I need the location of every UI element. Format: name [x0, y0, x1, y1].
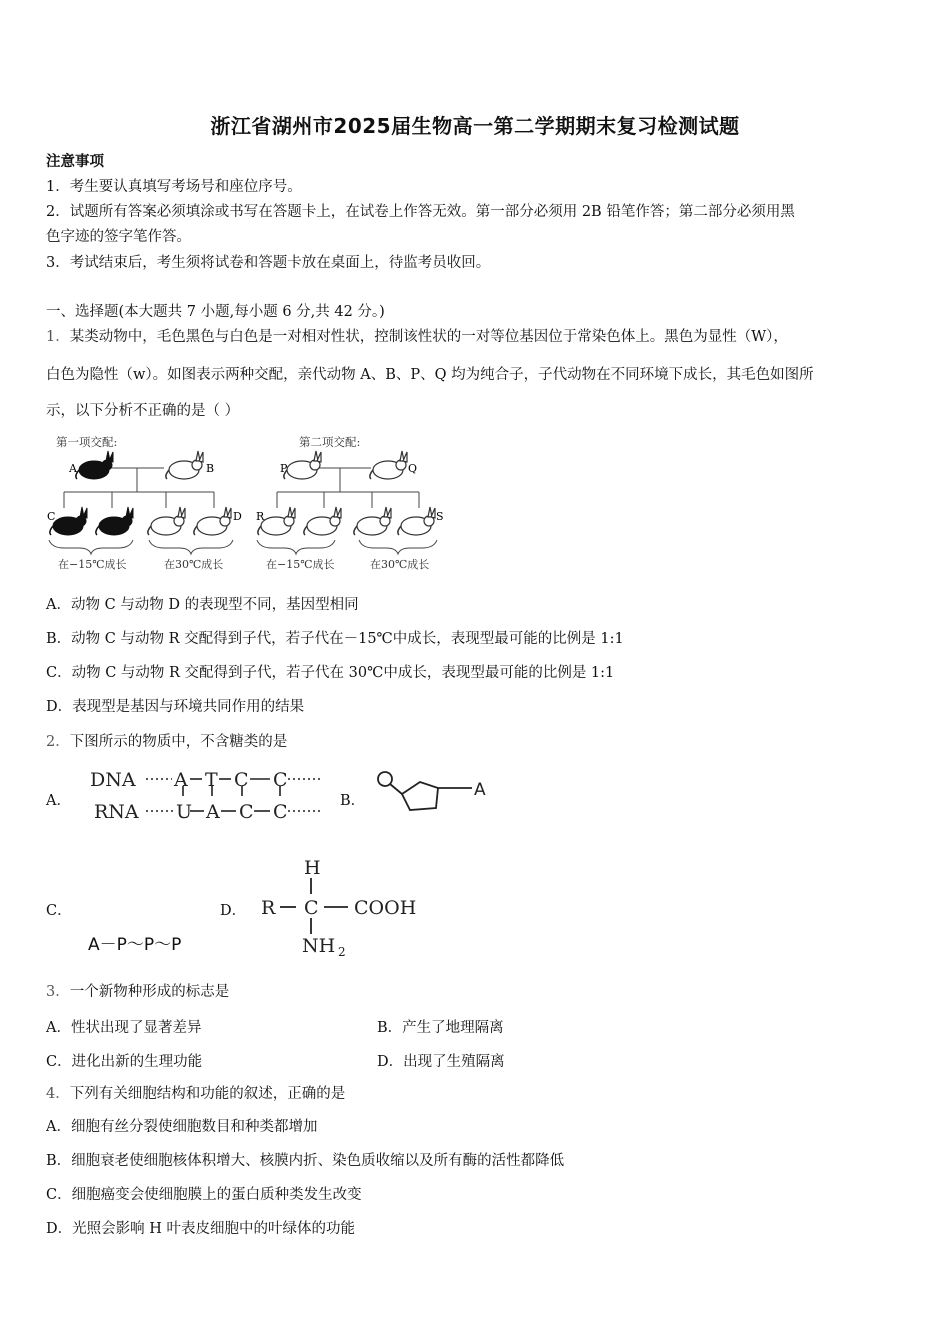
q2-number: 2．	[46, 734, 70, 750]
offspring-s-white	[398, 507, 435, 535]
label-p: P	[280, 462, 288, 475]
rna-base-4: C	[273, 801, 288, 823]
animal-b-white	[166, 451, 203, 479]
notice-item-1: 1．考生要认真填写考场号和座位序号。	[46, 179, 302, 195]
q4-option-d: D．光照会影响 H 叶表皮细胞中的叶绿体的功能	[46, 1221, 355, 1237]
q2-label-c: C．	[46, 903, 72, 919]
dna-base-4: C	[273, 769, 288, 791]
rna-base-1: U	[176, 801, 193, 823]
aa-h: H	[304, 857, 321, 879]
offspring-c-black	[50, 507, 87, 535]
q2-stem: 下图所示的物质中，不含糖类的是	[69, 734, 288, 750]
label-q: Q	[408, 462, 418, 475]
cond-warm-1: 在30℃成长	[164, 558, 224, 571]
cond-cold-2: 在−15℃成长	[266, 558, 335, 571]
q2-line	[46, 732, 287, 752]
cross2-title: 第二项交配:	[299, 435, 361, 449]
q1-option-d: D．表现型是基因与环境共同作用的结果	[46, 699, 305, 715]
q4-line	[46, 1084, 345, 1104]
label-c: C	[47, 510, 56, 523]
q4-option-c: C．细胞癌变会使细胞膜上的蛋白质种类发生改变	[46, 1187, 362, 1203]
q1-option-c: C．动物 C 与动物 R 交配得到子代，若子代在 30℃中成长，表现型最可能的比例是 1:1	[46, 665, 615, 681]
rna-label: RNA	[94, 801, 139, 823]
section-heading: 一、选择题(本大题共 7 小题,每小题 6 分,共 42 分。)	[46, 304, 385, 320]
cond-cold-1: 在−15℃成长	[58, 558, 127, 571]
offspring-white-1	[148, 507, 185, 535]
q2-ribose-figure	[372, 768, 502, 818]
cross1-title: 第一项交配:	[56, 435, 118, 449]
q3-line	[46, 982, 229, 1002]
aa-c: C	[304, 897, 319, 919]
q4-number: 4．	[46, 1086, 70, 1102]
q1-line-2: 白色为隐性（w）。如图表示两种交配，亲代动物 A、B、P、Q 均为纯合子，子代动物在不同环境下成长，其毛色如图所	[46, 367, 814, 383]
q1-option-b: B．动物 C 与动物 R 交配得到子代，若子代在－15℃中成长，表现型最可能的比例是 1:1	[46, 631, 624, 647]
label-b: B	[206, 462, 215, 475]
aa-nh2-subscript: 2	[338, 945, 346, 959]
aa-r: R	[261, 897, 276, 919]
q1-stem-1: 某类动物中，毛色黑色与白色是一对相对性状，控制该性状的一对等位基因位于常染色体上。黑色为显性（W），	[69, 329, 788, 345]
q3-option-b: B．产生了地理隔离	[377, 1020, 504, 1036]
cond-warm-2: 在30℃成长	[370, 558, 430, 571]
q1-number: 1．	[46, 329, 70, 345]
q3-option-d: D．出现了生殖隔离	[377, 1054, 505, 1070]
q3-stem: 一个新物种形成的标志是	[69, 984, 230, 1000]
dna-label: DNA	[90, 769, 136, 791]
q2-label-d: D．	[220, 903, 247, 919]
label-s: S	[436, 510, 444, 523]
offspring-white-4	[354, 507, 391, 535]
offspring-black-2	[96, 507, 133, 535]
page-title: 浙江省湖州市2025届生物高一第二学期期末复习检测试题	[210, 114, 740, 138]
q4-option-a: A．细胞有丝分裂使细胞数目和种类都增加	[46, 1119, 318, 1135]
notice-item-3: 3．考试结束后，考生须将试卷和答题卡放在桌面上，待监考员收回。	[46, 255, 491, 271]
label-a: A	[69, 462, 77, 475]
q4-stem: 下列有关细胞结构和功能的叙述，正确的是	[69, 1086, 346, 1102]
q1-line-3: 示，以下分析不正确的是（ ）	[46, 403, 240, 419]
q2-dna-rna-figure	[88, 764, 328, 824]
dna-base-1: A	[174, 769, 188, 791]
rna-base-3: C	[239, 801, 254, 823]
notice-heading: 注意事项	[46, 153, 104, 170]
aa-nh2: NH	[302, 935, 336, 957]
animal-a-black	[76, 451, 113, 479]
offspring-d-white	[194, 507, 231, 535]
aa-cooh: COOH	[354, 897, 417, 919]
label-d: D	[233, 510, 242, 523]
q2-label-a: A．	[46, 793, 71, 809]
offspring-white-3	[304, 507, 341, 535]
q2-label-b: B．	[340, 793, 366, 809]
q1-line-1	[46, 327, 788, 347]
dna-base-2: T	[205, 769, 218, 791]
animal-q-white	[370, 451, 407, 479]
q2-amino-acid-figure	[258, 852, 433, 962]
notice-item-2-cont: 色字迹的签字笔作答。	[46, 229, 191, 245]
atp-formula: A－P～P～P	[88, 935, 182, 955]
rna-base-2: A	[206, 801, 220, 823]
q3-option-c: C．进化出新的生理功能	[46, 1054, 203, 1070]
q3-option-a: A．性状出现了显著差异	[46, 1020, 202, 1036]
animal-p-white	[284, 451, 321, 479]
q1-cross-figure	[44, 430, 449, 578]
q1-option-a: A．动物 C 与动物 D 的表现型不同，基因型相同	[46, 597, 359, 613]
notice-item-2: 2．试题所有答案必须填涂或书写在答题卡上，在试卷上作答无效。第一部分必须用 2B 铅笔作答；第二部分必须用黑	[46, 204, 795, 220]
q3-number: 3．	[46, 984, 70, 1000]
dna-base-3: C	[234, 769, 249, 791]
ribose-group-a: A	[474, 780, 486, 800]
label-r: R	[256, 510, 265, 523]
q4-option-b: B．细胞衰老使细胞核体积增大、核膜内折、染色质收缩以及所有酶的活性都降低	[46, 1153, 565, 1169]
